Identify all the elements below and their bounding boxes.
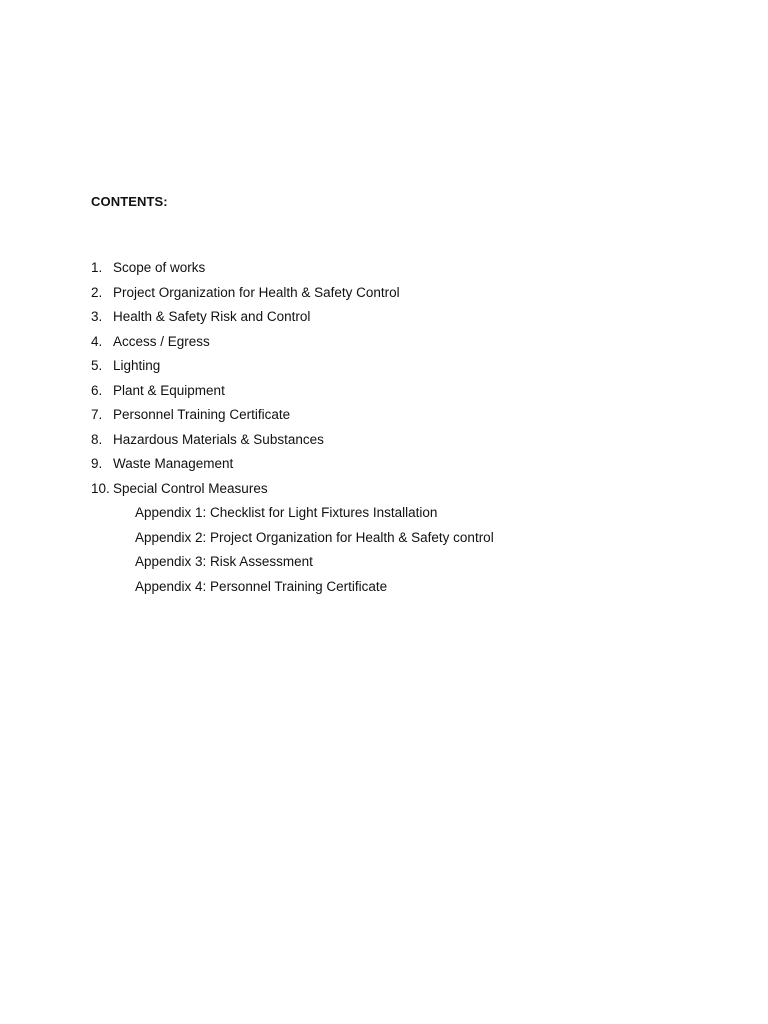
toc-item-text: Personnel Training Certificate — [113, 407, 291, 422]
toc-item-text: Waste Management — [113, 456, 234, 471]
toc-item-text: Health & Safety Risk and Control — [113, 309, 311, 324]
toc-item-number: 10. — [91, 480, 110, 496]
toc-item-number: 2. — [91, 284, 103, 300]
appendix-item: Appendix 1: Checklist for Light Fixtures Installation — [135, 505, 438, 520]
toc-item-number: 8. — [91, 431, 103, 447]
toc-item-number: 9. — [91, 456, 103, 471]
appendix-list — [135, 504, 494, 602]
toc-item-text: Access / Egress — [113, 333, 210, 349]
toc-item-text: Project Organization for Health & Safety Control — [113, 284, 400, 300]
toc-item — [91, 333, 400, 358]
toc-item-number: 3. — [91, 309, 103, 324]
toc-item-text: Plant & Equipment — [113, 382, 225, 398]
toc-item-text: Hazardous Materials & Substances — [113, 431, 324, 447]
toc-item-number: 7. — [91, 407, 103, 422]
toc-item — [91, 284, 400, 309]
toc-item — [91, 480, 400, 505]
toc-item — [91, 308, 400, 333]
toc-item — [91, 455, 400, 480]
toc-item — [91, 406, 400, 431]
toc-item-text: Lighting — [113, 358, 161, 373]
appendix-item: Appendix 4: Personnel Training Certificate — [135, 578, 388, 594]
toc-item — [91, 259, 400, 284]
toc-item — [91, 357, 400, 382]
contents-heading: CONTENTS: — [91, 194, 168, 209]
appendix-item: Appendix 2: Project Organization for Health & Safety control — [135, 529, 494, 545]
toc-item-number: 1. — [91, 260, 103, 275]
toc-item-text: Scope of works — [113, 260, 206, 275]
toc-item — [91, 382, 400, 407]
toc-item-text: Special Control Measures — [113, 480, 268, 496]
toc-item-number: 6. — [91, 382, 103, 398]
toc-item — [91, 431, 400, 456]
table-of-contents — [91, 259, 400, 504]
appendix-item: Appendix 3: Risk Assessment — [135, 554, 313, 569]
toc-item-number: 5. — [91, 358, 103, 373]
toc-item-number: 4. — [91, 333, 103, 349]
